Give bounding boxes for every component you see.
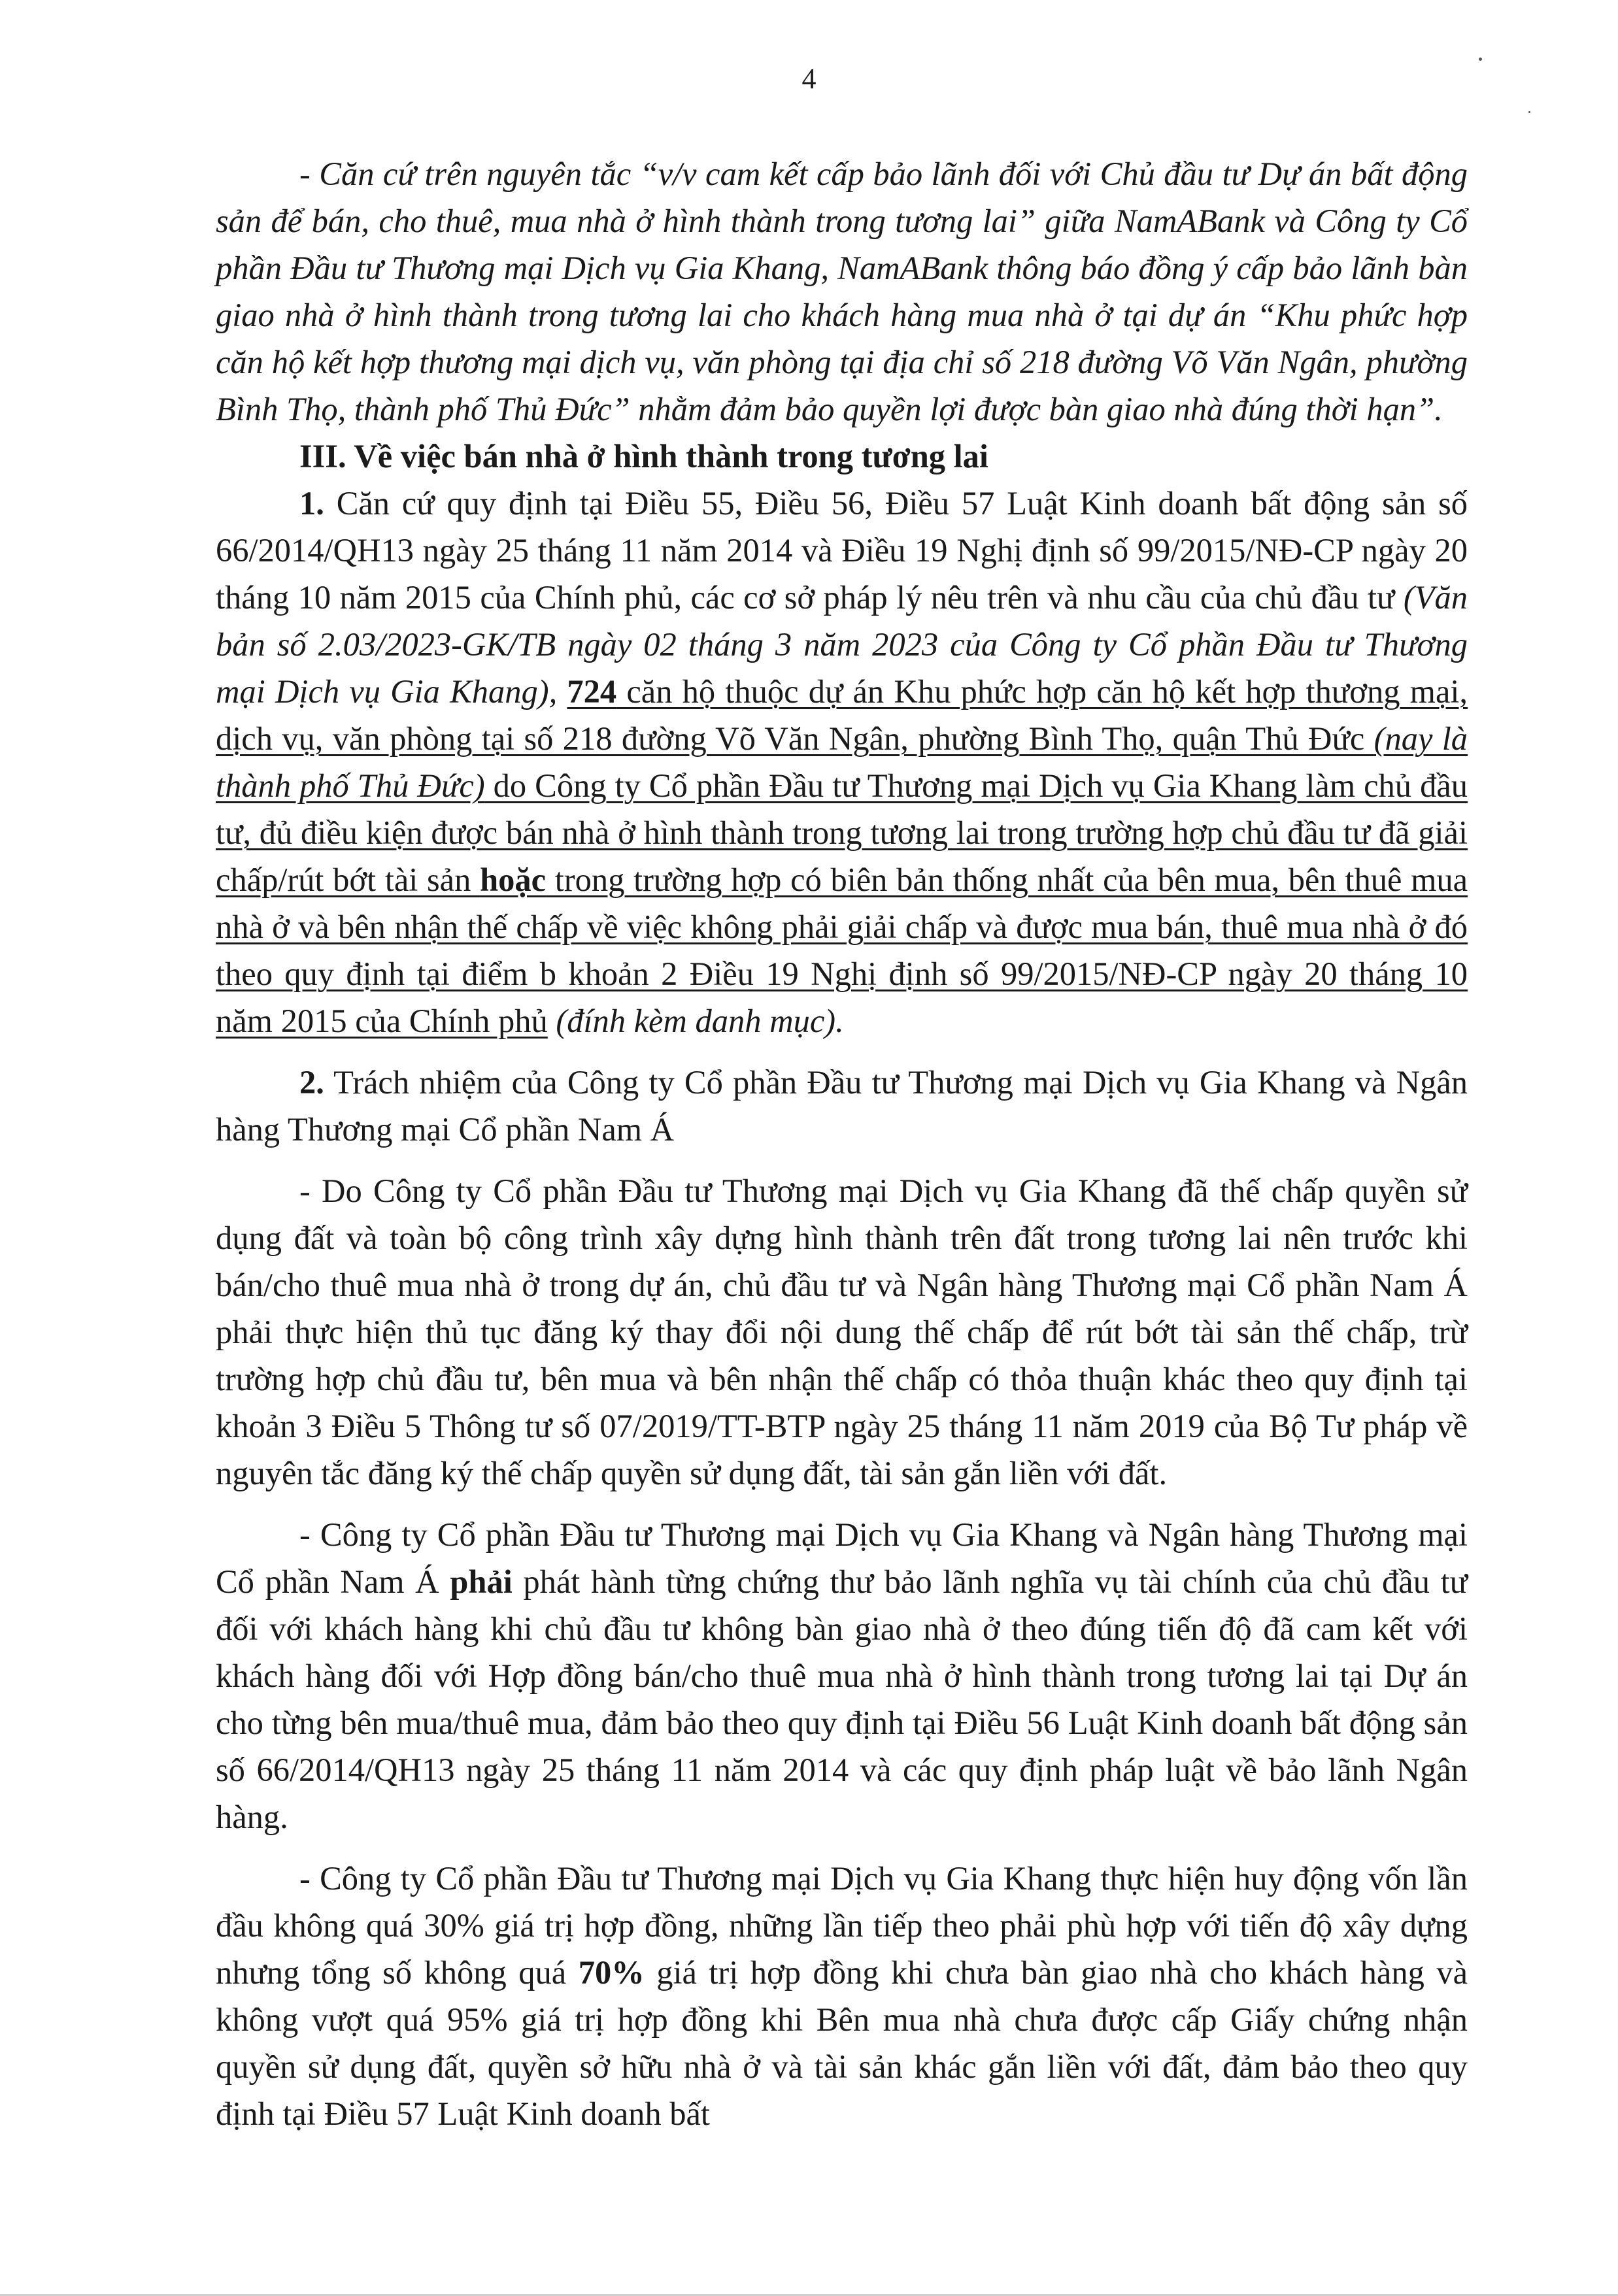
bank-guarantee-paragraph xyxy=(216,1511,1468,1840)
scan-speck xyxy=(1479,58,1482,61)
item-2-paragraph xyxy=(216,1059,1468,1153)
item-2-number: 2. xyxy=(299,1064,324,1101)
item-1-underlined-c: trong trường hợp có biên bản thống nhất của bên mua, bên thuê mua nhà ở và bên nhận thế chấp về việc không phải giải chấp và được mua bán, thuê mua nhà ở đó theo quy định tại điểm b khoản 2 Điều 19 Nghị định số 99/2015/NĐ-CP ngày 20 tháng 10 năm 2015 của Chính phủ xyxy=(216,861,1468,1039)
bank-guarantee-text-a: - Công ty Cổ phần Đầu tư Thương mại Dịch vụ Gia Khang và Ngân hàng Thương mại Cổ phần Nam Á xyxy=(216,1516,1468,1600)
section-heading-iii: III. Về việc bán nhà ở hình thành trong tương lai xyxy=(299,438,988,474)
item-1-attachment-note: (đính kèm danh mục). xyxy=(547,1003,844,1039)
mortgage-text: - Do Công ty Cổ phần Đầu tư Thương mại Dịch vụ Gia Khang đã thế chấp quyền sử dụng đất và toàn bộ công trình xây dựng hình thành trên đất trong tương lai nên trước khi bán/cho thuê mua nhà ở trong dự án, chủ đầu tư và Ngân hàng Thương mại Cổ phần Nam Á phải thực hiện thủ tục đăng ký thay đổi nội dung thế chấp để rút bớt tài sản thế chấp, trừ trường hợp chủ đầu tư, bên mua và bên nhận thế chấp có thỏa thuận khác theo quy định tại khoản 3 Điều 5 Thông tư số 07/2019/TT-BTP ngày 25 tháng 11 năm 2019 của Bộ Tư pháp về nguyên tắc đăng ký thế chấp quyền sử dụng đất, tài sản gắn liền với đất. xyxy=(216,1173,1468,1491)
capital-raising-text-b: giá trị hợp đồng khi chưa bàn giao nhà cho khách hàng và không vượt quá 95% giá trị hợp đồng khi Bên mua nhà chưa được cấp Giấy chứng nhận quyền sử dụng đất, quyền sở hữu nhà ở và tài sản khác gắn liền với đất, đảm bảo theo quy định tại Điều 57 Luật Kinh doanh bất xyxy=(216,1954,1468,2132)
item-1-space xyxy=(557,673,567,710)
mortgage-paragraph xyxy=(216,1167,1468,1497)
bank-guarantee-bold: phải xyxy=(450,1563,513,1600)
item-1-underlined-bold: hoặc xyxy=(480,861,547,898)
item-1-paragraph xyxy=(216,480,1468,1044)
apartment-count: 724 xyxy=(567,673,617,710)
item-1-text: Căn cứ quy định tại Điều 55, Điều 56, Điều 57 Luật Kinh doanh bất động sản số 66/2014/QH13 ngày 25 tháng 11 năm 2014 và Điều 19 Nghị định số 99/2015/NĐ-CP ngày 20 tháng 10 năm 2015 của Chính phủ, các cơ sở pháp lý nêu trên và nhu cầu của chủ đầu tư xyxy=(216,485,1468,616)
item-1-reference: (Văn bản số 2.03/2023-GK/TB ngày 02 tháng 3 năm 2023 của Công ty Cổ phần Đầu tư Thương mại Dịch vụ Gia Khang), xyxy=(216,579,1468,710)
capital-raising-text-a: - Công ty Cổ phần Đầu tư Thương mại Dịch vụ Gia Khang thực hiện huy động vốn lần đầu không quá 30% giá trị hợp đồng, những lần tiếp theo phải phù hợp với tiến độ xây dựng nhưng tổng số không quá xyxy=(216,1860,1468,1991)
item-1-number: 1. xyxy=(299,485,324,522)
item-1-underlined-a: căn hộ thuộc dự án Khu phức hợp căn hộ kết hợp thương mại, dịch vụ, văn phòng tại số 218 đường Võ Văn Ngân, phường Bình Thọ, quận Thủ Đức xyxy=(216,673,1468,757)
bank-guarantee-text-b: phát hành từng chứng thư bảo lãnh nghĩa vụ tài chính của chủ đầu tư đối với khách hàng khi chủ đầu tư không bàn giao nhà ở theo đúng tiến độ đã cam kết với khách hàng đối với Hợp đồng bán/cho thuê mua nhà ở hình thành trong tương lai tại Dự án cho từng bên mua/thuê mua, đảm bảo theo quy định tại Điều 56 Luật Kinh doanh bất động sản số 66/2014/QH13 ngày 25 tháng 11 năm 2014 và các quy định pháp luật về bảo lãnh Ngân hàng. xyxy=(216,1563,1468,1835)
capital-raising-paragraph xyxy=(216,1855,1468,2137)
item-1-underlined-italic: (nay là thành phố Thủ Đức) xyxy=(216,720,1468,804)
item-2-text: Trách nhiệm của Công ty Cổ phần Đầu tư Thương mại Dịch vụ Gia Khang và Ngân hàng Thương mại Cổ phần Nam Á xyxy=(216,1064,1468,1148)
document-body xyxy=(216,150,1468,2137)
page-number: 4 xyxy=(801,63,817,95)
item-1-underlined-b: do Công ty Cổ phần Đầu tư Thương mại Dịch vụ Gia Khang làm chủ đầu tư, đủ điều kiện được bán nhà ở hình thành trong tương lai trong trường hợp chủ đầu tư đã giải chấp/rút bớt tài sản xyxy=(216,767,1468,898)
guarantee-paragraph xyxy=(216,150,1468,433)
capital-raising-bold: 70% xyxy=(578,1954,645,1991)
guarantee-text: - Căn cứ trên nguyên tắc “v/v cam kết cấp bảo lãnh đối với Chủ đầu tư Dự án bất động sản để bán, cho thuê, mua nhà ở hình thành trong tương lai” giữa NamABank và Công ty Cổ phần Đầu tư Thương mại Dịch vụ Gia Khang, NamABank thông báo đồng ý cấp bảo lãnh bàn giao nhà ở hình thành trong tương lai cho khách hàng mua nhà ở tại dự án “Khu phức hợp căn hộ kết hợp thương mại dịch vụ, văn phòng tại địa chỉ số 218 đường Võ Văn Ngân, phường Bình Thọ, thành phố Thủ Đức” nhằm đảm bảo quyền lợi được bàn giao nhà đúng thời hạn”. xyxy=(216,156,1468,427)
scan-speck xyxy=(1528,111,1530,113)
